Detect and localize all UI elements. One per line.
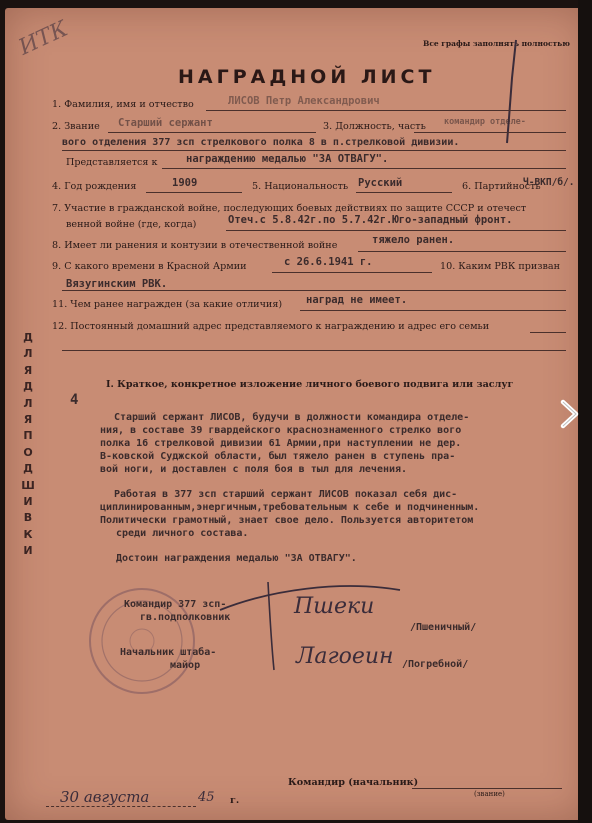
date-handwritten: 30 августа [60,788,150,806]
nominated-value: награждению медалью "ЗА ОТВАГУ". [186,153,389,165]
side-letter: К [23,527,33,541]
side-letter: Д [23,331,33,344]
date-line [46,806,196,807]
side-letter: Ш [21,478,35,492]
handwritten-corner-mark: ИТК [15,16,72,61]
citation-line-7: циплинированным,энергичным,требовательным к себе и подчиненным. [100,502,480,513]
citation-line-2: ния, в составе 39 гвардейского краснознаменного стрелко вого [100,425,462,436]
fill-all-fields-note: Все графы заполнять полностью [423,39,570,48]
citation-line-1: Старший сержант ЛИСОВ, будучи в должности командира отделе- [114,412,470,423]
field-11-value: наград не имеет. [306,294,408,306]
rank-caption: (звание) [474,790,505,798]
side-letter: Д [23,380,33,394]
field-4-value: 1909 [172,177,198,189]
signatory-2-title-a: Начальник штаба- [120,647,217,658]
field-11-label: 11. Чем ранее награжден (за какие отличия) [52,299,283,310]
field-9-value: с 26.6.1941 г. [284,256,373,268]
chevron-right-icon [554,398,586,430]
side-letter: Я [23,413,33,427]
field-12-line-2 [62,350,566,351]
field-6-value: Ч-ВКП/б/. [523,177,575,188]
citation-line-5: вой ноги, и доставлен с поля боя в тыл для лечения. [100,464,408,475]
field-3-value-a: командир отделе- [444,117,526,127]
side-letter: В [23,511,33,525]
side-letter: Д [23,462,33,476]
signatory-2-title-b: майор [170,660,201,671]
signature-2: Лагоеин [296,644,394,669]
side-letter: П [23,429,33,443]
field-10-line [62,290,566,291]
side-letter: Я [23,363,33,377]
field-12-label: 12. Постоянный домашний адрес представляемого к награждению и адрес его семьи [52,321,490,332]
field-1-label: 1. Фамилия, имя и отчество [52,99,194,110]
signatory-1-name: /Пшеничный/ [410,622,477,633]
citation-line-9: среди личного состава. [116,528,249,539]
field-12-line [530,332,566,333]
field-3-value-b: вого отделения 377 зсп стрелкового полка 8 в п.стрелковой дивизии. [62,137,460,148]
field-5-value: Русский [358,177,403,189]
side-letter: О [23,445,33,459]
field-1-value: ЛИСОВ Петр Александрович [228,95,380,107]
field-3-label: 3. Должность, часть [323,121,426,132]
year-suffix: г. [230,795,240,806]
citation-conclusion: Достоин награждения медалью "ЗА ОТВАГУ". [116,553,357,564]
field-3-line [414,132,566,133]
commander-label: Командир (начальник) [288,777,419,788]
field-2-line [108,132,316,133]
field-2-label: 2. Звание [52,121,100,132]
field-10-label: 10. Каким РВК призван [440,261,561,272]
field-9-label: 9. С какого времени в Красной Армии [52,261,247,272]
field-7-line [226,230,566,231]
section-heading: I. Краткое, конкретное изложение личного боевого подвига или заслуг [106,379,514,390]
side-letter: Л [23,396,33,410]
nominated-line [162,168,566,169]
section-mark: 4 [70,392,79,408]
side-letter: И [23,544,33,558]
field-4-label: 4. Год рождения [52,181,137,192]
citation-line-3: полка 16 стрелковой дивизии 61 Армии,при наступлении не дер. [100,438,462,449]
field-8-value: тяжело ранен. [372,234,455,246]
side-letter: И [23,495,33,509]
citation-line-8: Политически грамотный, знает свое дело. Пользуется авторитетом [100,515,474,526]
commander-line [412,788,562,789]
citation-line-6: Работая в 377 зсп старший сержант ЛИСОВ показал себя дис- [114,489,458,500]
for-awards-side-label [18,330,38,560]
field-8-label: 8. Имеет ли ранения и контузии в отечественной войне [52,240,338,251]
field-1-line [206,110,566,111]
signatory-2-name: /Погребной/ [402,659,469,670]
field-2-value: Старший сержант [118,117,213,129]
side-letter: Л [23,347,33,361]
field-6-label: 6. Партийность [462,181,541,192]
field-5-line [356,192,452,193]
field-7-label-a: 7. Участие в гражданской войне, последующих боевых действиях по защите СССР и отечест [52,203,527,214]
citation-line-4: В-ковской Суджской области, был тяжело ранен в ступень пра- [100,451,456,462]
field-8-line [358,251,566,252]
document-title: НАГРАДНОЙ ЛИСТ [178,66,436,88]
field-10-value: Вязугинским РВК. [66,278,168,290]
field-3-line-2 [62,150,566,151]
next-page-button[interactable] [554,398,586,430]
field-4-line [146,192,242,193]
signatory-1-title-b: гв.подполковник [140,612,231,623]
field-7-label-b: венной войне (где, когда) [66,219,197,230]
year-handwritten: 45 [198,790,215,805]
signature-1: Пшеки [294,594,375,619]
field-11-line [300,310,566,311]
field-7-value: Отеч.с 5.8.42г.по 5.7.42г.Юго-западный фронт. [228,214,513,226]
field-5-label: 5. Национальность [252,181,349,192]
signatory-1-title-a: Командир 377 зсп- [124,599,227,610]
nominated-label: Представляется к [66,157,158,168]
field-9-line [272,272,432,273]
